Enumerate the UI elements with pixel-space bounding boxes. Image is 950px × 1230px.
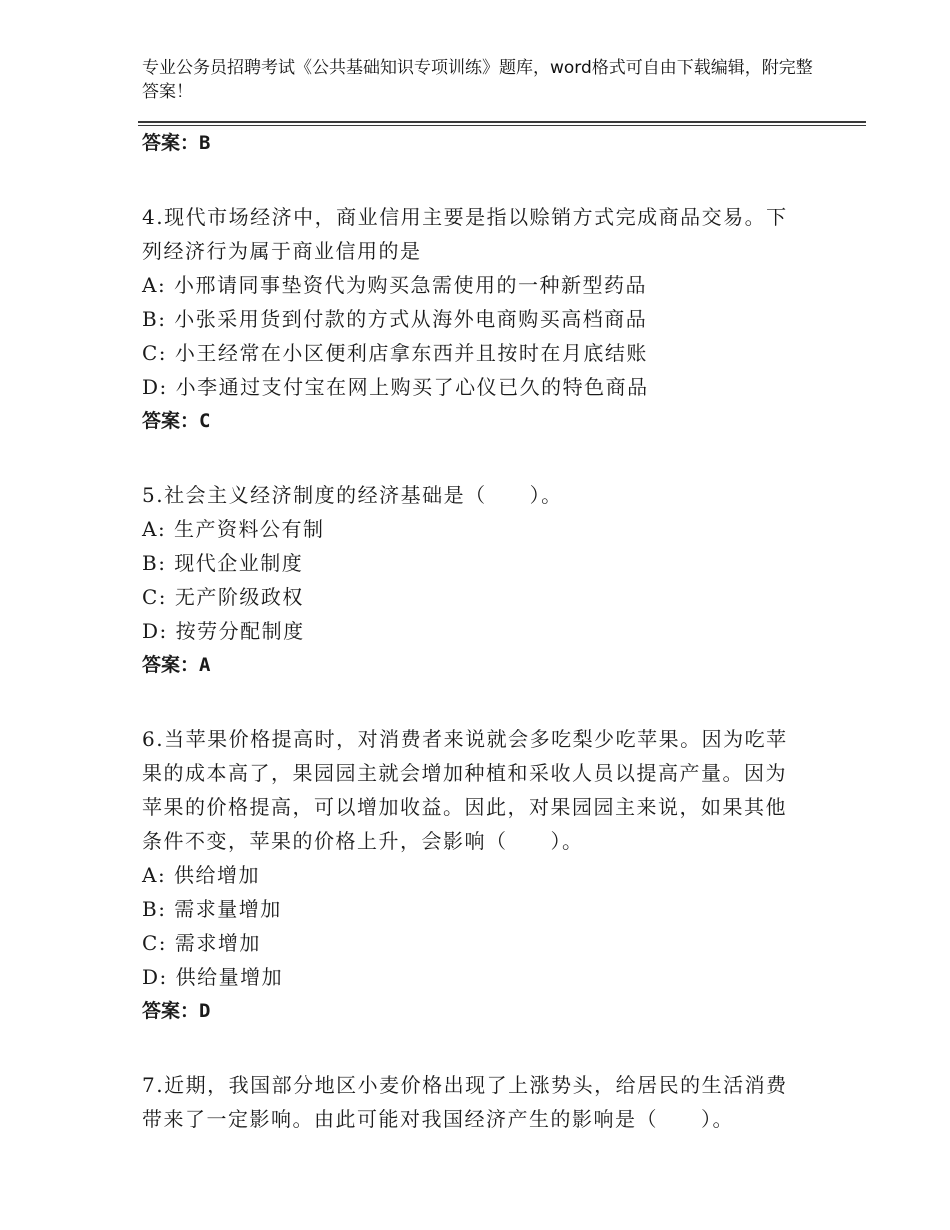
- option-b: B: 需求量增加: [142, 897, 282, 921]
- question-7: [142, 1068, 802, 1136]
- question-stem: 4.现代市场经济中，商业信用主要是指以赊销方式完成商品交易。下列经济行为属于商业信用的是: [142, 205, 788, 263]
- option-c: C: 无产阶级政权: [142, 585, 304, 609]
- option-d: D: 按劳分配制度: [142, 619, 305, 643]
- option-b: B: 现代企业制度: [142, 551, 304, 575]
- option-c: C: 需求增加: [142, 931, 261, 955]
- option-a: A: 供给增加: [142, 863, 261, 887]
- document-header: 专业公务员招聘考试《公共基础知识专项训练》题库，word格式可自由下载编辑，附完整答案！: [142, 58, 813, 102]
- question-stem: 6.当苹果价格提高时，对消费者来说就会多吃梨少吃苹果。因为吃苹果的成本高了，果园园主就会增加种植和采收人员以提高产量。因为苹果的价格提高，可以增加收益。因此，对果园园主来说，如果其他条件不变，苹果的价格上升，会影响（ ）。: [142, 727, 788, 853]
- header-rule: [138, 121, 866, 123]
- option-b: B: 小张采用货到付款的方式从海外电商购买高档商品: [142, 307, 648, 331]
- option-a: A: 小邢请同事垫资代为购买急需使用的一种新型药品: [142, 273, 648, 297]
- question-stem: 5.社会主义经济制度的经济基础是（ ）。: [142, 483, 563, 507]
- question-4: [142, 200, 802, 438]
- option-c: C: 小王经常在小区便利店拿东西并且按时在月底结账: [142, 341, 648, 365]
- answer-line: 答案：D: [142, 1000, 211, 1022]
- question-list: [142, 124, 802, 1136]
- option-d: D: 小李通过支付宝在网上购买了心仪已久的特色商品: [142, 375, 649, 399]
- answer-line: 答案：B: [142, 132, 211, 154]
- question-5: [142, 478, 802, 682]
- question-stem: 7.近期，我国部分地区小麦价格出现了上涨势头，给居民的生活消费带来了一定影响。由此可能对我国经济产生的影响是（ ）。: [142, 1073, 788, 1131]
- option-d: D: 供给量增加: [142, 965, 284, 989]
- question-6: [142, 722, 802, 1028]
- answer-line: 答案：C: [142, 410, 211, 432]
- answer-line: 答案：A: [142, 654, 211, 676]
- option-a: A: 生产资料公有制: [142, 517, 325, 541]
